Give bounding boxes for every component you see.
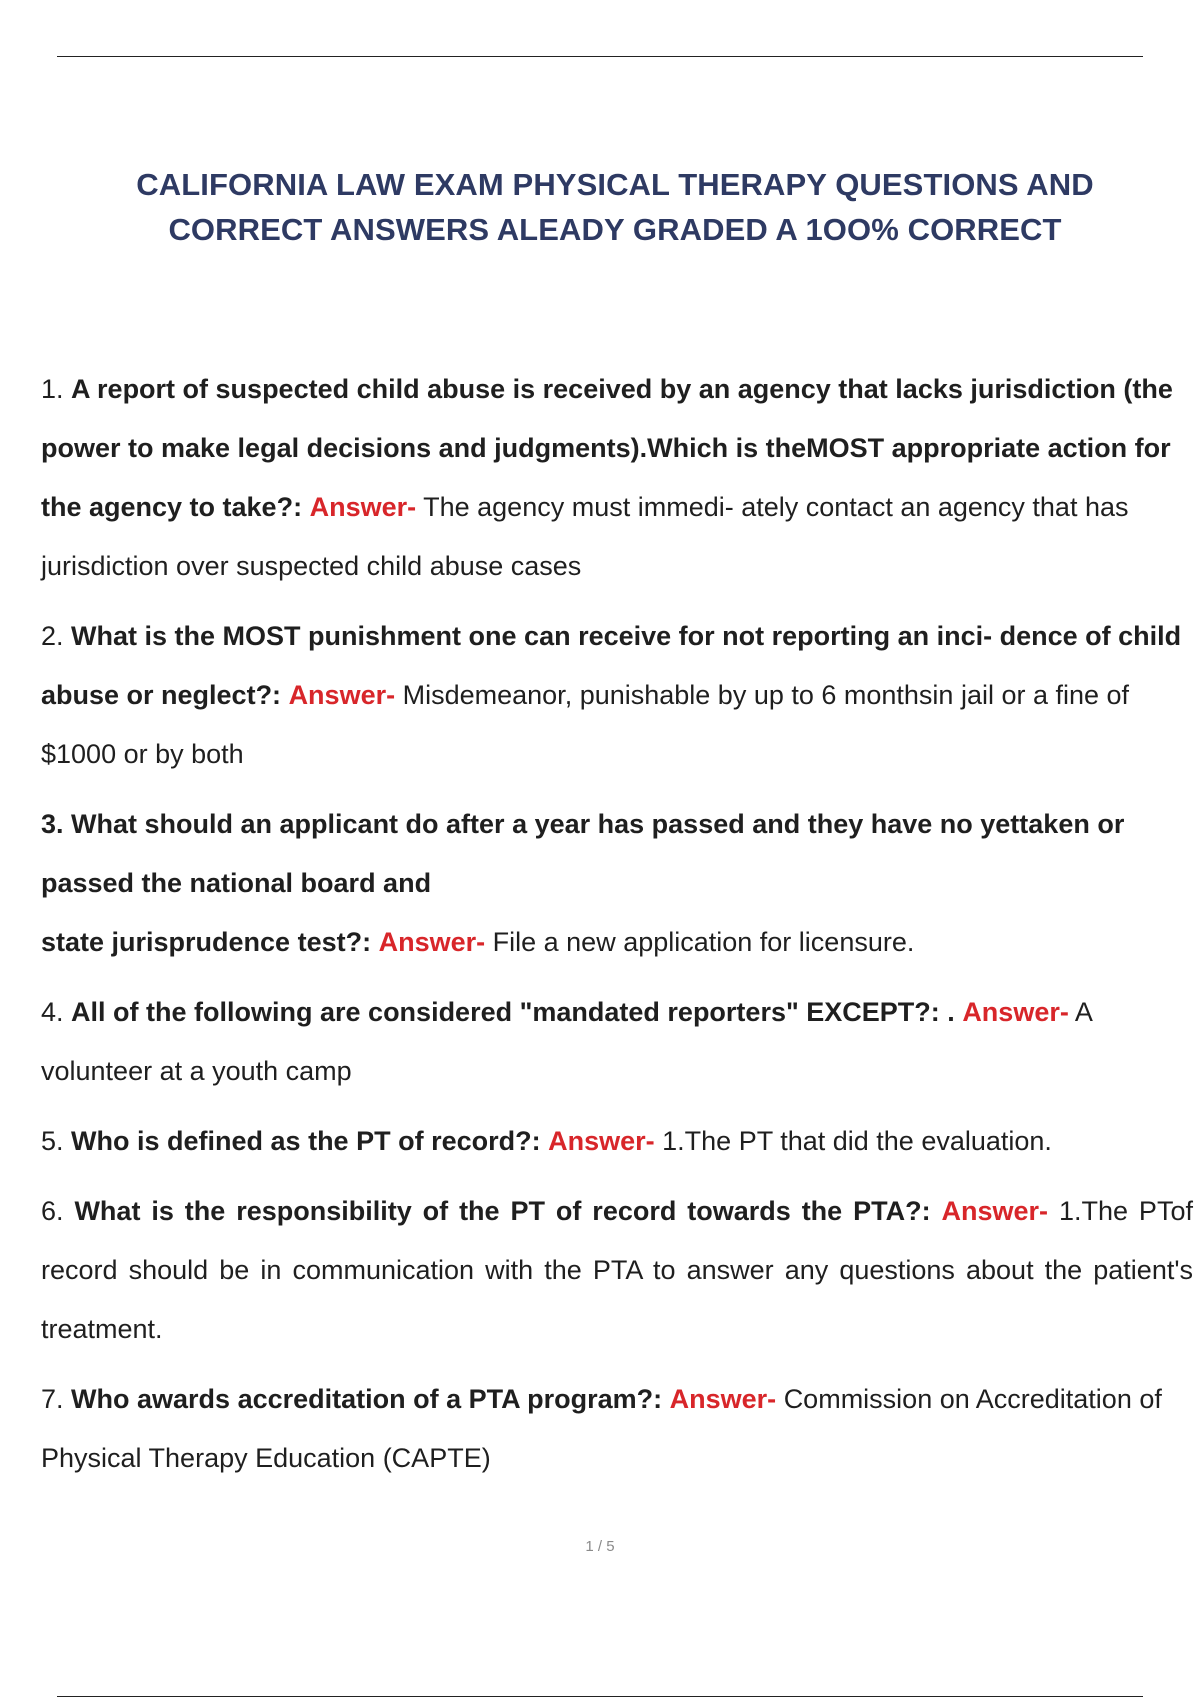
qa-item-2 — [41, 607, 1193, 784]
answer-text: 1.The PT that did the evaluation. — [662, 1126, 1052, 1156]
question-number: 6. — [41, 1196, 64, 1226]
answer-text: Commission on Accreditation of Physical Therapy Education (CAPTE) — [41, 1384, 1162, 1473]
answer-text: The agency must immedi- ately contact an agency that has jurisdiction over suspected child abuse cases — [41, 492, 1129, 581]
question-number: 4. — [41, 997, 64, 1027]
question-text: All of the following are considered "mandated reporters" EXCEPT?: . — [71, 997, 955, 1027]
question-text: Who is defined as the PT of record?: — [71, 1126, 541, 1156]
qa-item-3 — [41, 795, 1193, 972]
answer-label: Answer- — [378, 927, 486, 957]
page-indicator: 1 / 5 — [585, 1538, 615, 1555]
answer-text: A volunteer at a youth camp — [41, 997, 1092, 1086]
qa-item-4 — [41, 983, 1193, 1101]
answer-text: Misdemeanor, punishable by up to 6 monthsin jail or a fine of $1000 or by both — [41, 680, 1130, 769]
question-text: What is the MOST punishment one can receive for not reporting an inci- dence of child abuse or neglect?: — [41, 621, 1182, 710]
qa-item-7 — [41, 1370, 1193, 1488]
question-text: A report of suspected child abuse is received by an agency that lacks jurisdiction (the power to make legal decisions and judgments).Which is theMOST appropriate action for the agency to take?: — [41, 374, 1173, 522]
question-continuation-line — [41, 913, 1193, 972]
answer-label: Answer- — [962, 997, 1069, 1027]
document-title: CALIFORNIA LAW EXAM PHYSICAL THERAPY QUESTIONS AND CORRECT ANSWERS ALEADY GRADED A 1OO% CORRECT — [136, 167, 1094, 247]
question-number: 1. — [41, 374, 64, 404]
question-text: Who awards accreditation of a PTA program?: — [71, 1384, 663, 1414]
answer-label: Answer- — [941, 1196, 1049, 1226]
question-number: 5. — [41, 1126, 64, 1156]
question-number: 2. — [41, 621, 64, 651]
question-text: What should an applicant do after a year has passed and they have no yettaken or passed the national board and — [41, 809, 1125, 898]
question-number: 3. — [41, 809, 64, 839]
answer-label: Answer- — [669, 1384, 777, 1414]
question-text: What is the responsibility of the PT of record towards the PTA?: — [74, 1196, 931, 1226]
qa-item-1 — [41, 360, 1193, 596]
question-text-continued: state jurisprudence test?: — [41, 927, 372, 957]
qa-item-6 — [41, 1182, 1193, 1359]
qa-item-5 — [41, 1112, 1193, 1171]
top-divider — [57, 56, 1143, 57]
question-number: 7. — [41, 1384, 64, 1414]
qa-list — [41, 360, 1193, 1499]
answer-label: Answer- — [309, 492, 417, 522]
answer-text: File a new application for licensure. — [492, 927, 915, 957]
answer-text: 1.The PTof record should be in communication with the PTA to answer any questions about the patient's treatment. — [41, 1196, 1193, 1344]
answer-label: Answer- — [548, 1126, 655, 1156]
bottom-divider — [57, 1696, 1143, 1697]
answer-label: Answer- — [288, 680, 396, 710]
question-line — [41, 795, 1193, 913]
